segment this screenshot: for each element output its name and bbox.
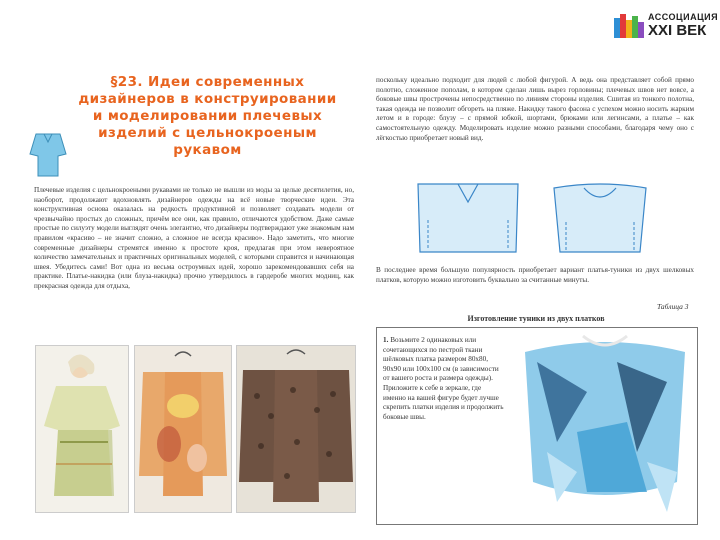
intro-paragraph: Плечевые изделия с цельнокроеными рукавами не только не вышли из моды за целые десятилетия, но, наоборот, продолжают вдохновлять дизайнеров одежды на всё новые творческие идеи. Эта конструктивная основа оказалась на редкость продуктивной и позволяет создавать модели от чрезвычайно простых до сложных, причём все они, как правило, отличаются удобством. Даже самые простые по силуэту модели выглядят очень элегантно, что дизайнеры подтверждают уже знакомым нам правилом «красиво – не значит сложно, а сложное не всегда красиво». Надо заметить, что многие современные дизайнеры стремятся именно к простоте кроя, предлагая при этом невероятное количество замечательных и практичных оригинальных моделей, с которыми справится и начинающая швея. Убедитесь сами! Вот одна из весьма остроумных идей, хорошо зарекомендовавших себя на практике. Платье-накидка (или блуза-накидка) прочно утвердилось в гардеробе многих модниц, как прекрасная одежда для отдыха, xyxy=(34,186,354,290)
silk-tunic-image xyxy=(517,332,693,520)
title-line: и моделировании плечевых xyxy=(92,108,323,124)
table-title: Изготовление туники из двух платков xyxy=(467,314,605,323)
logo-text-top: АССОЦИАЦИЯ xyxy=(648,12,719,22)
section-title xyxy=(60,74,355,159)
table-step-1 xyxy=(383,336,505,422)
logo-text-bottom: XXI ВЕК xyxy=(648,22,707,39)
title-line: рукавом xyxy=(173,142,242,158)
table-label: Таблица 3 xyxy=(657,302,689,311)
tunic-pattern-diagram-front xyxy=(408,180,528,260)
step-number: 1. xyxy=(383,336,389,344)
right-paragraph-top: поскольку идеально подходит для людей с любой фигурой. А ведь она представляет собой прямо полотно, сложенное пополам, в котором сделан лишь вырез горловины; плечевых швов нет вовсе, а боковые швы прострочены непосредственно по линиям стороны изделия. Сшитая из тонкого полотна, такая одежда не позволит обгореть на пляже. Накидку такого фасона с успехом можно носить жарким летом и в городе: блузу – с прямой юбкой, шортами, брюками или легинсами, а платье – как самостоятельную одежду. Моделировать изделие можно разными способами, благодаря чему оно с лёгкостью приобретает новый вид. xyxy=(376,76,694,142)
tunic-pattern-diagram-back xyxy=(540,180,660,260)
photo-leopard-tunic xyxy=(236,345,356,513)
title-line: §23. Идеи современных xyxy=(110,74,305,90)
photo-woman-tunic xyxy=(35,345,129,513)
instruction-table xyxy=(376,327,698,525)
title-line: изделий с цельнокроеным xyxy=(98,125,317,141)
step-text: Возьмите 2 одинаковых или сочетающихся по пестрой ткани шёлковых платка размером 80х80, 90х90 или 100х100 см (в зависимости от вашего роста и размера одежды). Приложите к себе в зеркале, где именно на вашей фигуре будет лучше скрепить платки изделия и продолжить боковые швы. xyxy=(383,336,504,421)
book-logo-icon xyxy=(612,10,648,40)
right-paragraph-middle: В последнее время большую популярность приобретает вариант платья-туники из двух шелковых платков, которую можно изготовить буквально за считанные минуты. xyxy=(376,266,694,284)
publisher-logo xyxy=(612,8,719,42)
title-line: дизайнеров в конструировании xyxy=(78,91,337,107)
photo-orange-tunic xyxy=(134,345,232,513)
